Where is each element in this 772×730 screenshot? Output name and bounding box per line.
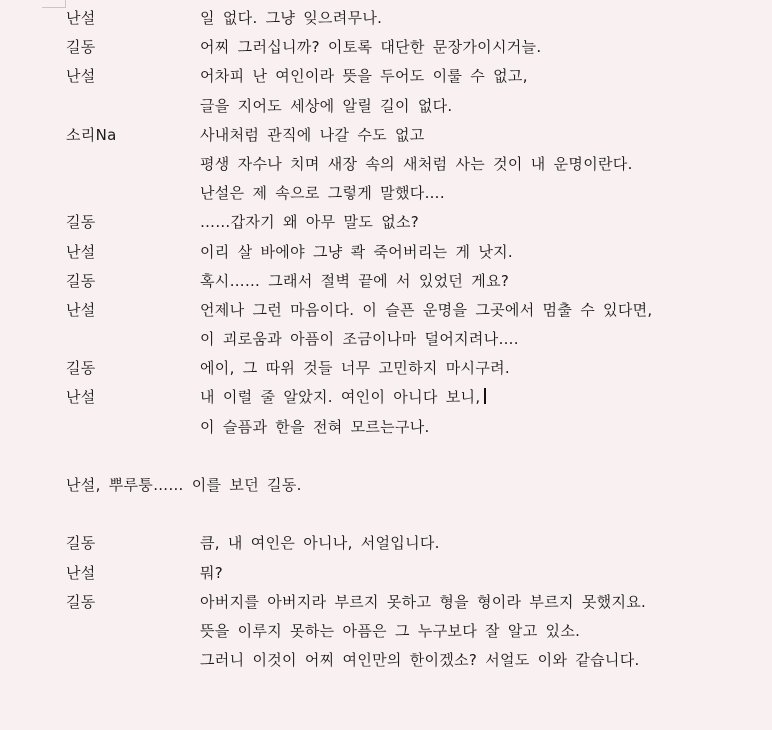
speaker-name: 난설 <box>66 300 96 319</box>
speaker-name: 길동 <box>66 592 96 611</box>
dialogue-line <box>0 383 772 412</box>
dialogue-text: 뭐? <box>200 563 224 582</box>
dialogue-text: 어차피 난 여인이라 뜻을 두어도 이룰 수 없고, <box>200 67 528 86</box>
speaker-name: 난설 <box>66 9 96 27</box>
speaker-name: 소리Na <box>66 125 117 144</box>
dialogue-text: 에이, 그 따위 것들 너무 고민하지 마시구려. <box>200 359 510 378</box>
speaker-name: 길동 <box>66 271 96 290</box>
speaker-name: 난설 <box>66 242 96 261</box>
dialogue-line <box>0 267 772 296</box>
speaker-name: 길동 <box>66 359 96 378</box>
speaker-name: 길동 <box>66 213 96 232</box>
blank-line <box>0 500 772 529</box>
dialogue-text-with-cursor <box>200 383 486 412</box>
dialogue-line <box>0 617 772 646</box>
dialogue-line <box>0 559 772 588</box>
dialogue-text: 이 괴로움과 아픔이 조금이나마 덜어지려나…. <box>200 330 519 349</box>
dialogue-line <box>0 150 772 179</box>
dialogue-text: 이 슬픔과 한을 전혀 모르는구나. <box>200 417 430 436</box>
dialogue-line <box>0 413 772 442</box>
speaker-name: 난설 <box>66 67 96 86</box>
dialogue-text: 혹시…… 그래서 절벽 끝에 서 있었던 게요? <box>200 271 510 290</box>
dialogue-line <box>0 529 772 558</box>
dialogue-text: 어찌 그러십니까? 이토록 대단한 문장가이시거늘. <box>200 38 542 57</box>
dialogue-text: 글을 지어도 세상에 알릴 길이 없다. <box>200 96 453 115</box>
stage-direction: 난설, 뿌루퉁…… 이를 보던 길동. <box>66 476 302 494</box>
dialogue-text: ……갑자기 왜 아무 말도 없소? <box>200 213 420 232</box>
dialogue-line <box>0 588 772 617</box>
dialogue-line <box>0 62 772 91</box>
dialogue-text: 뜻을 이루지 못하는 아픔은 그 누구보다 잘 알고 있소. <box>200 621 581 640</box>
dialogue-line <box>0 208 772 237</box>
dialogue-text: 아버지를 아버지라 부르지 못하고 형을 형이라 부르지 못했지요. <box>200 592 647 611</box>
dialogue-text: 사내처럼 관직에 나갈 수도 없고 <box>200 125 425 144</box>
dialogue-line <box>0 325 772 354</box>
stage-direction-line <box>0 471 772 500</box>
script-document[interactable] <box>0 4 772 675</box>
dialogue-line <box>0 646 772 675</box>
dialogue-line <box>0 33 772 62</box>
speaker-name: 길동 <box>66 38 96 57</box>
dialogue-line <box>0 296 772 325</box>
dialogue-text: 언제나 그런 마음이다. 이 슬픈 운명을 그곳에서 멈출 수 있다면, <box>200 300 653 319</box>
dialogue-line <box>0 354 772 383</box>
text-cursor <box>484 388 486 404</box>
blank-line <box>0 442 772 471</box>
dialogue-text: 내 이럴 줄 알았지. 여인이 아니다 보니, <box>200 388 481 407</box>
dialogue-line <box>0 238 772 267</box>
dialogue-text: 평생 자수나 치며 새장 속의 새처럼 사는 것이 내 운명이란다. <box>200 154 633 173</box>
dialogue-line <box>0 4 772 33</box>
dialogue-line <box>0 92 772 121</box>
dialogue-text: 일 없다. 그냥 잊으려무나. <box>200 9 383 27</box>
dialogue-line <box>0 179 772 208</box>
dialogue-text: 큼, 내 여인은 아니나, 서얼입니다. <box>200 534 440 553</box>
speaker-name: 난설 <box>66 388 96 407</box>
dialogue-text: 이리 살 바에야 그냥 콱 죽어버리는 게 낫지. <box>200 242 513 261</box>
speaker-name: 길동 <box>66 534 96 553</box>
dialogue-line <box>0 121 772 150</box>
dialogue-text: 그러니 이것이 어찌 여인만의 한이겠소? 서얼도 이와 같습니다. <box>200 651 640 670</box>
dialogue-text: 난설은 제 속으로 그렇게 말했다…. <box>200 184 445 203</box>
speaker-name: 난설 <box>66 563 96 582</box>
